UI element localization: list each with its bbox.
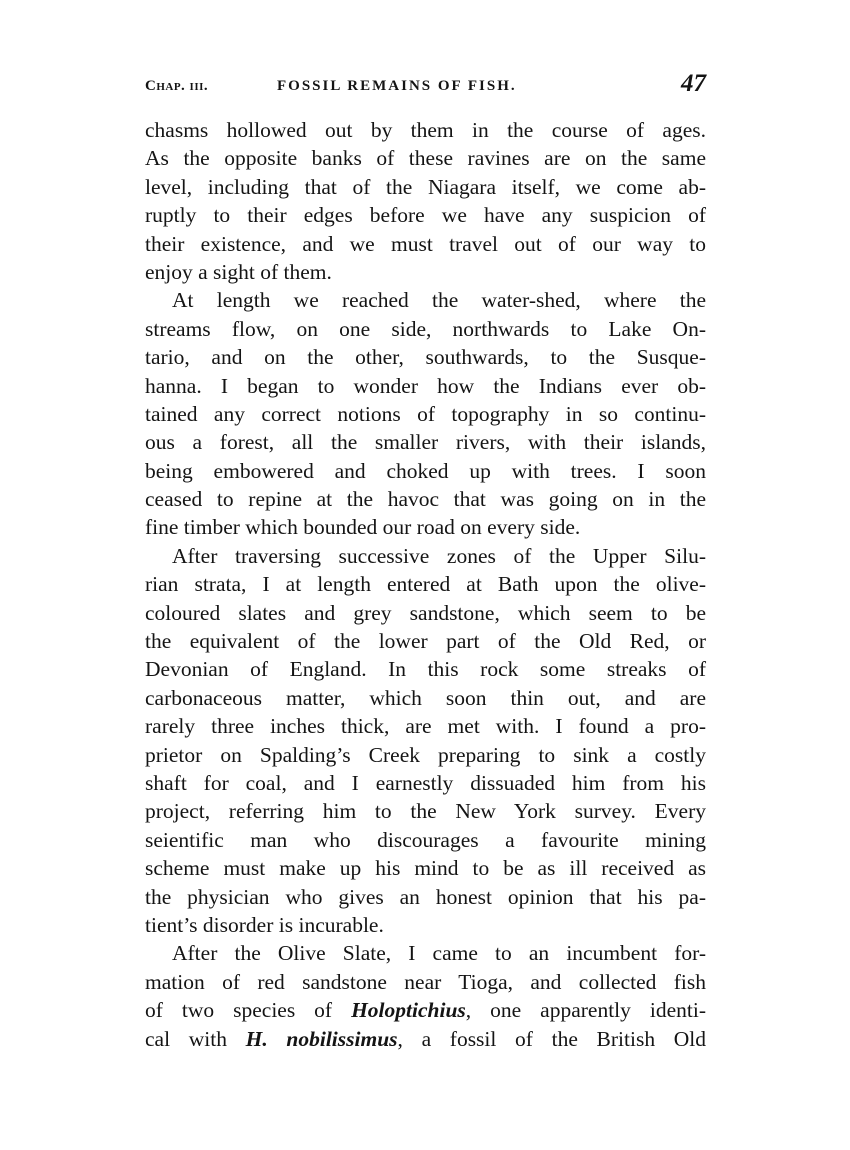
text-line: rarely three inches thick, are met with. I found a pro-	[145, 714, 706, 739]
text-line: rian strata, I at length entered at Bath upon the olive-	[145, 572, 706, 597]
running-title: FOSSIL REMAINS OF FISH.	[277, 78, 517, 94]
text-line: ruptly to their edges before we have any suspicion of	[145, 203, 706, 228]
text-line: project, referring him to the New York survey. Every	[145, 799, 706, 824]
paragraph-start: After traversing successive zones of the Upper Silu-	[172, 543, 706, 568]
text-line	[145, 996, 706, 1024]
text-line: shaft for coal, and I earnestly dissuaded him from his	[145, 770, 706, 795]
paragraph-start: After the Olive Slate, I came to an incumbent for-	[172, 941, 706, 966]
text-line: chasms hollowed out by them in the course of ages.	[145, 118, 706, 142]
text-line: tained any correct notions of topography in so continu-	[145, 401, 706, 426]
text-line: the physician who gives an honest opinion that his pa-	[145, 884, 706, 909]
text-line: level, including that of the Niagara itself, we come ab-	[145, 174, 706, 199]
text-line: tario, and on the other, southwards, to the Susque-	[145, 345, 706, 370]
text-line	[145, 1025, 706, 1053]
page-number: 47	[681, 70, 706, 97]
text-line: being embowered and choked up with trees. I soon	[145, 458, 706, 483]
paragraph-start: At length we reached the water-shed, where the	[172, 288, 706, 313]
text-line: ous a forest, all the smaller rivers, with their islands,	[145, 430, 706, 455]
text-line: mation of red sandstone near Tioga, and collected fish	[145, 969, 706, 994]
text-line: carbonaceous matter, which soon thin out, and are	[145, 685, 706, 710]
text-fragment: , a fossil of the British Old	[397, 1026, 706, 1051]
italic-genus-name: Holoptichius	[351, 998, 466, 1023]
running-head	[145, 72, 706, 102]
text-line: coloured slates and grey sandstone, which seem to be	[145, 600, 706, 625]
text-fragment: cal with	[145, 1026, 246, 1051]
text-fragment: , one apparently identi-	[465, 998, 706, 1023]
text-line: As the opposite banks of these ravines are on the same	[145, 146, 706, 171]
text-line: hanna. I began to wonder how the Indians ever ob-	[145, 373, 706, 398]
text-line: ceased to repine at the havoc that was going on in the	[145, 487, 706, 512]
text-line: fine timber which bounded our road on every side.	[145, 515, 581, 540]
body-text	[145, 116, 706, 1053]
text-line: seientific man who discourages a favourite mining	[145, 827, 706, 852]
italic-species-name: H. nobilissimus	[245, 1026, 398, 1051]
text-line: scheme must make up his mind to be as ill received as	[145, 856, 706, 881]
text-line: the equivalent of the lower part of the Old Red, or	[145, 629, 706, 654]
book-page	[145, 72, 706, 1053]
text-line: enjoy a sight of them.	[145, 259, 332, 284]
text-line: prietor on Spalding’s Creek preparing to sink a costly	[145, 742, 706, 767]
text-line: streams flow, on one side, northwards to Lake On-	[145, 316, 706, 341]
text-line: their existence, and we must travel out of our way to	[145, 231, 706, 256]
chapter-label: Chap. iii.	[145, 78, 209, 94]
text-line: tient’s disorder is incurable.	[145, 912, 384, 937]
text-line: Devonian of England. In this rock some streaks of	[145, 657, 706, 682]
text-fragment: of two species of	[145, 998, 352, 1023]
